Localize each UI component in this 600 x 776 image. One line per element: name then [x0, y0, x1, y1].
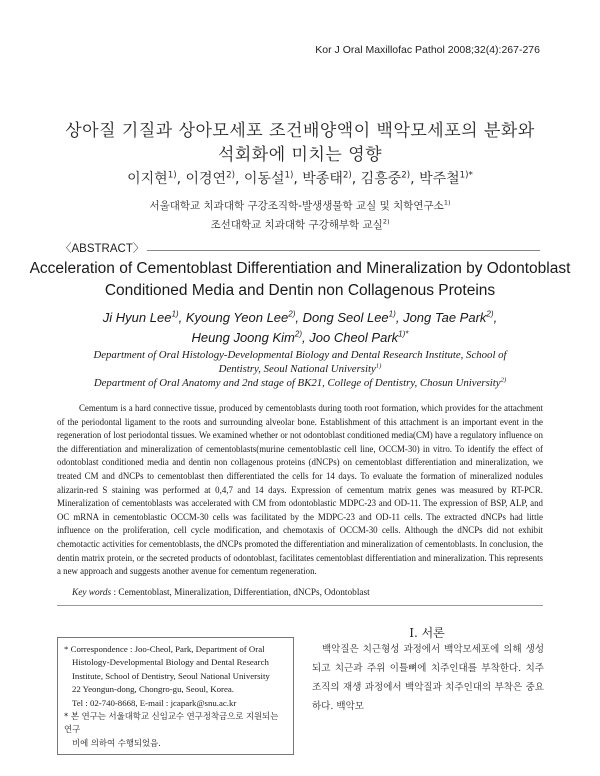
author-name: 김흥중: [360, 171, 402, 187]
journal-citation: Kor J Oral Maxillofac Pathol 2008;32(4):267-276: [315, 44, 540, 56]
author-name: 박종태: [302, 171, 343, 187]
correspondence-line: * Correspondence : Joo-Cheol, Park, Department of Oral: [64, 644, 265, 654]
author-affiliation-mark: 2): [486, 309, 494, 319]
author-name: Ji Hyun Lee: [102, 310, 172, 325]
korean-title-line1: 상아질 기질과 상아모세포 조건배양액이 백악모세포의 분화와: [65, 121, 535, 141]
funding-note: 비에 의하여 수행되었음.: [72, 737, 161, 748]
author-affiliation-mark: 1)*: [398, 329, 409, 339]
introduction-text: 백악질은 치근형성 과정에서 백악모세포에 의해 생성되고 치근과 주위 이틀뼈에 치주인대를 부착한다. 치주조직의 재생 과정에서 백악질과 치주인대의 부착은 중요하다. 백악모: [312, 644, 544, 712]
author-affiliation-mark: 2): [288, 309, 296, 319]
author-affiliation-mark: 2): [226, 170, 235, 181]
author-name: Joo Cheol Park: [309, 330, 399, 345]
english-author: Dong Seol Lee$^{1)}$,: [302, 309, 404, 325]
english-author: Heung Joong Kim$^{2)}$,: [191, 329, 310, 345]
keywords-label: Key words: [72, 588, 112, 598]
author-name: 박주철: [419, 171, 460, 187]
correspondence-line: 22 Yeongun-dong, Chongro-gu, Seoul, Korea.: [72, 684, 234, 695]
korean-author: 이동설$^{1)}$,: [243, 170, 303, 187]
author-affiliation-mark: 1)*: [459, 170, 473, 181]
english-affiliation-3: Department of Oral Anatomy and 2nd stage of BK21, College of Dentistry, Chosun University$^{2)}$: [93, 376, 507, 389]
korean-author: [419, 171, 473, 187]
author-name: 이동설: [243, 171, 285, 187]
keywords: [72, 588, 370, 598]
english-affiliation-2: Dentistry, Seoul National University$^{1)}$: [218, 362, 382, 375]
funding-note: * 본 연구는 서울대학교 신임교수 연구정착금으로 지원되는 연구: [64, 711, 279, 735]
korean-author: 이지현$^{1)}$,: [127, 170, 186, 187]
keywords-text: : Cementoblast, Mineralization, Differentiation, dNCPs, Odontoblast: [111, 588, 370, 598]
english-affiliation-1: Department of Oral Histology-Developmental Biology and Dental Research Institute, School of: [93, 349, 507, 361]
korean-author: 박종태$^{2)}$,: [302, 170, 361, 187]
author-affiliation-mark: 1): [388, 309, 396, 319]
korean-title-line2: 석회화에 미치는 영향: [217, 145, 383, 165]
korean-author: 김흥중$^{2)}$,: [360, 170, 420, 187]
english-title-line1: Acceleration of Cementoblast Differentiation and Mineralization by Odontoblast: [29, 260, 571, 277]
korean-affiliation-1: 서울대학교 치과대학 구강조직학-발생생물학 교실 및 치학연구소$^{1)}$: [149, 198, 451, 212]
abstract-body: Cementum is a hard connective tissue, produced by cementoblasts during tooth root formation, which provides for the attachment of the periodontal ligament to the roots and surrounding alveolar bone. Establishment of this attachment is an important event in the regeneration of lost periodontal tissues. We examined whether or not odontoblast conditioned media(CM) have a regulatory influence on the differentiation and mineralization of cementoblasts(murine cementoblastic cell line, OCCM-30) in vitro. To identify the effect of odontoblast conditioned media and dentin non collagenous proteins (dNCPs) on cementoblast differentiation and mineralization, we treated CM and dNCPs to cementoblast then differentiated the cells for 14 days. To evaluate the formation of mineralized nodules alizarin-red S staining was performed at 0,4,7 and 14 days. Expression of cementum matrix genes was measured by RT-PCR. Mineralization of cementoblasts was accelerated with CM from odontoblastic MDPC-23 and OD-11. The expression of BSP, ALP, and OC mRNA in cementoblastic OCCM-30 cells was facilitated by the MDPC-23 and OD-11 cells. The extracted dNCPs had little influence on the proliferation, cell cycle modification, and chemotaxis of OCCM-30 cells. Although the dNCPs did not exhibit chemotactic activities for cementoblasts, the dNCPs promoted the differentiation and mineralization of cementoblasts. In conclusion, the dentin matrix protein, or the secreted products of odontoblast, facilitates cementoblast differentiation and mineralization. This represents a new approach and suggests another avenue for cementum regeneration.: [57, 403, 543, 577]
correspondence-line: Institute, School of Dentistry, Seoul National University: [72, 670, 270, 681]
introduction-heading: I. 서론: [409, 626, 445, 640]
correspondence-line: Histology-Developmental Biology and Dental Research: [72, 657, 269, 668]
author-affiliation-mark: 1): [284, 170, 294, 181]
korean-author: 이경연$^{2)}$,: [185, 170, 244, 187]
english-authors-line2: [0, 330, 600, 345]
korean-affiliation-2: 조선대학교 치과대학 구강해부학 교실$^{2)}$: [210, 217, 390, 231]
author-affiliation-mark: 1): [167, 170, 177, 181]
english-author: Ji Hyun Lee$^{1)}$,: [102, 309, 186, 325]
author-name: Heung Joong Kim: [191, 330, 295, 345]
english-author: [309, 330, 408, 345]
abstract-label: 〈ABSTRACT〉: [60, 240, 147, 256]
author-affiliation-mark: 2): [342, 170, 352, 181]
correspondence-line: Tel : 02-740-8668, E-mail : jcapark@snu.ac.kr: [72, 697, 237, 708]
author-affiliation-mark: 2): [401, 170, 411, 181]
english-title-line2: Conditioned Media and Dentin non Collagenous Proteins: [104, 282, 496, 299]
author-name: Kyoung Yeon Lee: [185, 310, 289, 325]
correspondence-box: [57, 637, 294, 755]
english-authors-line1: [0, 310, 600, 325]
author-affiliation-mark: 1): [171, 309, 179, 319]
author-affiliation-mark: 2): [294, 329, 303, 339]
author-name: Dong Seol Lee: [302, 310, 389, 325]
korean-authors: [0, 168, 600, 188]
keywords-divider: [57, 605, 543, 606]
author-name: 이경연: [185, 171, 227, 187]
english-author: Kyoung Yeon Lee$^{2)}$,: [185, 309, 303, 325]
english-author: Jong Tae Park$^{2)}$,: [403, 309, 498, 325]
author-name: 이지현: [127, 171, 168, 187]
author-name: Jong Tae Park: [403, 310, 487, 325]
